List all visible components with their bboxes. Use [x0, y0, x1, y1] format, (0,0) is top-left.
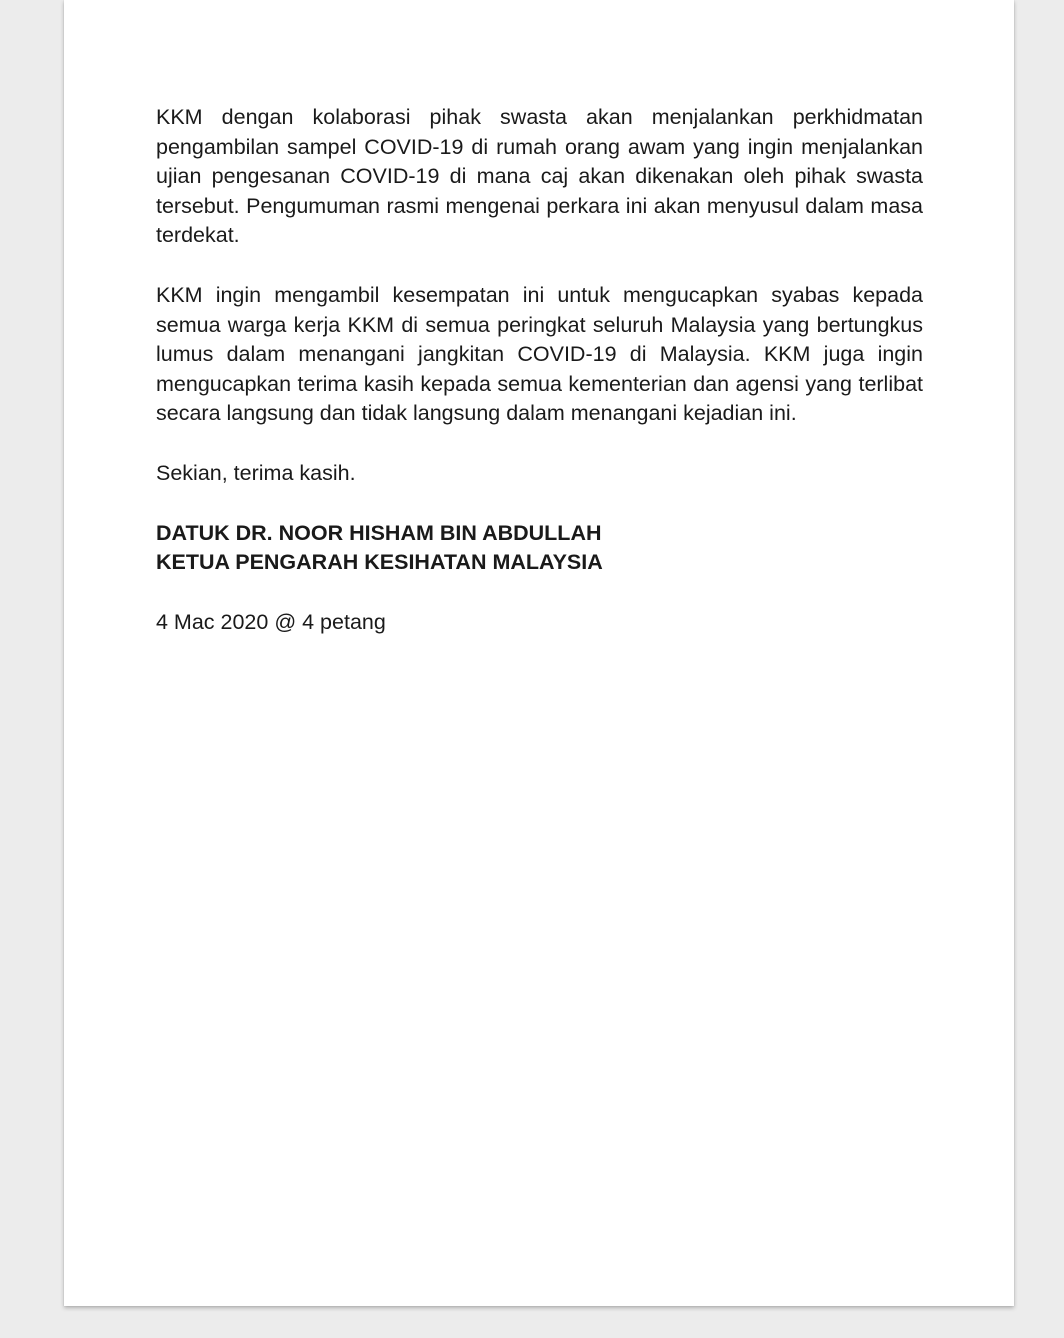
signature-block — [156, 519, 923, 578]
paragraph-home-sampling: KKM dengan kolaborasi pihak swasta akan menjalankan perkhidmatan pengambilan sampel COVID-19 di rumah orang awam yang ingin menjalankan ujian pengesanan COVID-19 di mana caj akan dikenakan oleh pihak swasta tersebut. Pengumuman rasmi mengenai perkara ini akan menyusul dalam masa terdekat. — [156, 105, 923, 248]
document-page — [64, 0, 1014, 1306]
signatory-title: KETUA PENGARAH KESIHATAN MALAYSIA — [156, 550, 603, 575]
closing-remark: Sekian, terima kasih. — [156, 460, 356, 485]
signatory-name: DATUK DR. NOOR HISHAM BIN ABDULLAH — [156, 520, 602, 545]
paragraph-appreciation: KKM ingin mengambil kesempatan ini untuk mengucapkan syabas kepada semua warga kerja KKM di semua peringkat seluruh Malaysia yang bertungkus lumus dalam menangani jangkitan COVID-19 di Malaysia. KKM juga ingin mengucapkan terima kasih kepada semua kementerian dan agensi yang terlibat secara langsung dan tidak langsung dalam menangani kejadian ini. — [156, 282, 923, 426]
document-date: 4 Mac 2020 @ 4 petang — [156, 609, 386, 634]
document-body — [156, 103, 923, 637]
